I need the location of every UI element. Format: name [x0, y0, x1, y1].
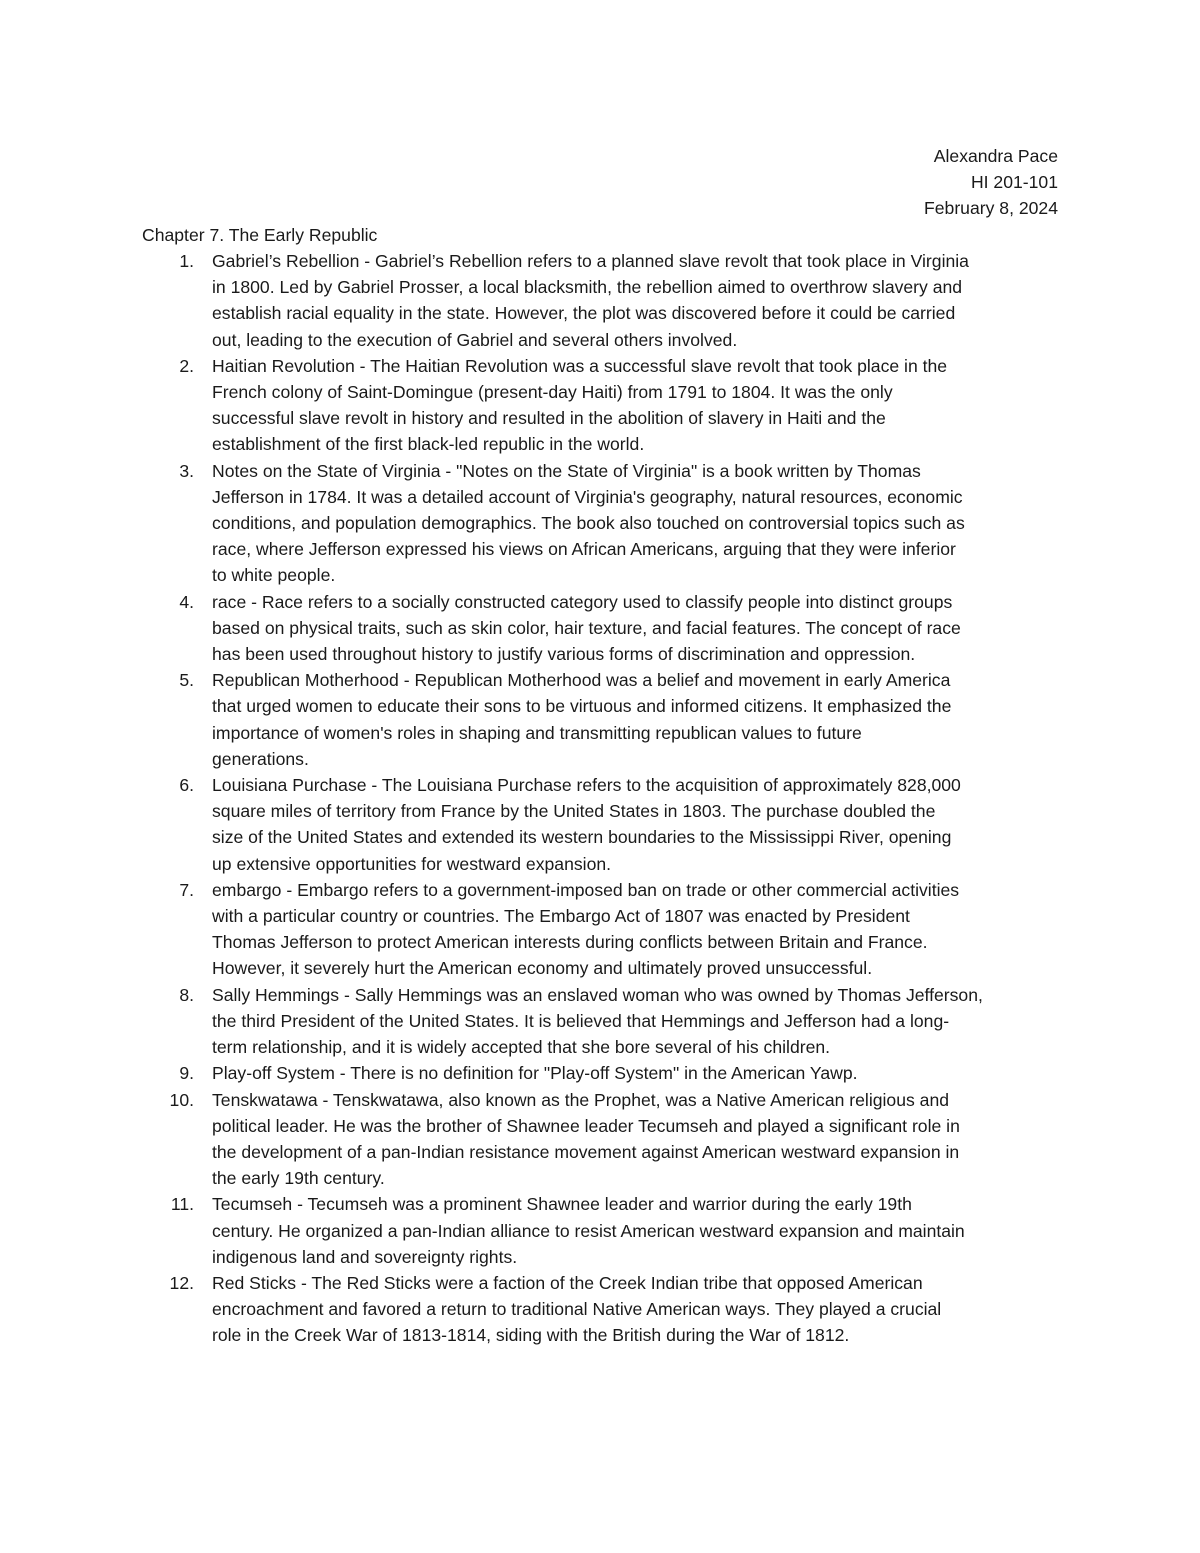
term-text-line: Louisiana Purchase - The Louisiana Purchase refers to the acquisition of approximately 828,000: [212, 775, 961, 796]
term-text-line: Red Sticks - The Red Sticks were a faction of the Creek Indian tribe that opposed American: [212, 1272, 923, 1293]
term-item: [142, 772, 1060, 877]
term-text-line: with a particular country or countries. The Embargo Act of 1807 was enacted by President: [212, 906, 910, 927]
term-text-line: the third President of the United States. It is believed that Hemmings and Jefferson had a long-: [212, 1010, 950, 1031]
term-text-line: generations.: [212, 748, 309, 769]
term-text-line: indigenous land and sovereignty rights.: [212, 1246, 518, 1267]
term-text-line: to white people.: [212, 565, 336, 586]
term-text-line: square miles of territory from France by the United States in 1803. The purchase doubled the: [212, 801, 936, 822]
chapter-title: Chapter 7. The Early Republic: [142, 225, 378, 245]
document-date: February 8, 2024: [924, 198, 1058, 219]
term-text-line: encroachment and favored a return to traditional Native American ways. They played a crucial: [212, 1299, 942, 1320]
term-number: 5.: [179, 670, 194, 691]
term-text-line: the early 19th century.: [212, 1168, 385, 1189]
term-text-line: importance of women's roles in shaping and transmitting republican values to future: [212, 722, 862, 743]
term-number: 3.: [179, 460, 194, 481]
term-text-line: Gabriel’s Rebellion - Gabriel’s Rebellion refers to a planned slave revolt that took place in Virginia: [212, 251, 969, 271]
term-text-line: conditions, and population demographics. The book also touched on controversial topics such as: [212, 513, 965, 534]
course-code: HI 201-101: [970, 172, 1058, 193]
term-number: 4.: [179, 591, 194, 612]
term-text-line: Tenskwatawa - Tenskwatawa, also known as the Prophet, was a Native American religious and: [212, 1089, 950, 1110]
term-text-line: has been used throughout history to justify various forms of discrimination and oppression.: [212, 644, 916, 665]
term-text-line: race - Race refers to a socially constructed category used to classify people into distinct groups: [212, 591, 953, 612]
term-text-line: Haitian Revolution - The Haitian Revolution was a successful slave revolt that took place in the: [212, 355, 948, 376]
term-item: [142, 1191, 1060, 1270]
term-number: 8.: [179, 984, 194, 1005]
term-number: 11.: [170, 1194, 194, 1215]
term-text-line: race, where Jefferson expressed his views on African Americans, arguing that they were inferior: [212, 539, 956, 560]
term-text-line: Notes on the State of Virginia - "Notes on the State of Virginia" is a book written by Thomas: [212, 460, 921, 481]
term-list: [142, 248, 1060, 1349]
term-text-line: However, it severely hurt the American economy and ultimately proved unsuccessful.: [212, 958, 873, 979]
term-text-line: Sally Hemmings - Sally Hemmings was an enslaved woman who was owned by Thomas Jefferson,: [212, 984, 983, 1005]
document-header: [924, 143, 1058, 222]
term-item: [142, 1270, 1060, 1349]
term-text-line: up extensive opportunities for westward expansion.: [212, 853, 612, 874]
term-number: 7.: [179, 879, 194, 900]
term-item: [142, 458, 1060, 589]
term-item: [142, 248, 1060, 353]
term-number: 2.: [179, 355, 194, 376]
term-item: [142, 1087, 1060, 1192]
author-name: Alexandra Pace: [933, 146, 1058, 166]
term-text-line: term relationship, and it is widely accepted that she bore several of his children.: [212, 1037, 831, 1058]
term-item: [142, 1060, 1060, 1086]
term-text-line: based on physical traits, such as skin color, hair texture, and facial features. The concept of race: [212, 617, 961, 638]
term-text-line: Thomas Jefferson to protect American interests during conflicts between Britain and France.: [212, 932, 928, 953]
term-text-line: size of the United States and extended its western boundaries to the Mississippi River, opening: [212, 827, 952, 848]
term-text-line: embargo - Embargo refers to a government-imposed ban on trade or other commercial activities: [212, 879, 960, 900]
term-number: 9.: [179, 1063, 194, 1084]
term-text-line: role in the Creek War of 1813-1814, siding with the British during the War of 1812.: [212, 1325, 850, 1346]
term-number: 6.: [179, 775, 194, 796]
term-text-line: that urged women to educate their sons to be virtuous and informed citizens. It emphasized the: [212, 696, 952, 717]
term-text-line: political leader. He was the brother of Shawnee leader Tecumseh and played a significant role in: [212, 1115, 960, 1136]
term-text-line: Republican Motherhood - Republican Motherhood was a belief and movement in early America: [212, 670, 951, 691]
term-text-line: Play-off System - There is no definition for "Play-off System" in the American Yawp.: [212, 1063, 858, 1084]
term-text-line: establish racial equality in the state. However, the plot was discovered before it could be carried: [212, 303, 956, 324]
term-number: 10.: [169, 1089, 194, 1110]
term-text-line: out, leading to the execution of Gabriel and several others involved.: [212, 329, 738, 350]
term-number: 12.: [169, 1272, 194, 1293]
term-number: 1.: [179, 251, 194, 271]
term-item: [142, 589, 1060, 668]
term-text-line: establishment of the first black-led republic in the world.: [212, 434, 645, 455]
term-item: [142, 353, 1060, 458]
term-text-line: century. He organized a pan-Indian alliance to resist American westward expansion and maintain: [212, 1220, 965, 1241]
term-item: [142, 667, 1060, 772]
term-text-line: the development of a pan-Indian resistance movement against American westward expansion in: [212, 1141, 960, 1162]
term-text-line: in 1800. Led by Gabriel Prosser, a local blacksmith, the rebellion aimed to overthrow slavery and: [212, 277, 963, 298]
term-text-line: Jefferson in 1784. It was a detailed account of Virginia's geography, natural resources, economic: [212, 486, 963, 507]
term-item: [142, 982, 1060, 1061]
term-item: [142, 877, 1060, 982]
term-text-line: successful slave revolt in history and resulted in the abolition of slavery in Haiti and the: [212, 408, 886, 429]
term-text-line: French colony of Saint-Domingue (present-day Haiti) from 1791 to 1804. It was the only: [212, 382, 893, 403]
term-text-line: Tecumseh - Tecumseh was a prominent Shawnee leader and warrior during the early 19th: [212, 1194, 912, 1215]
